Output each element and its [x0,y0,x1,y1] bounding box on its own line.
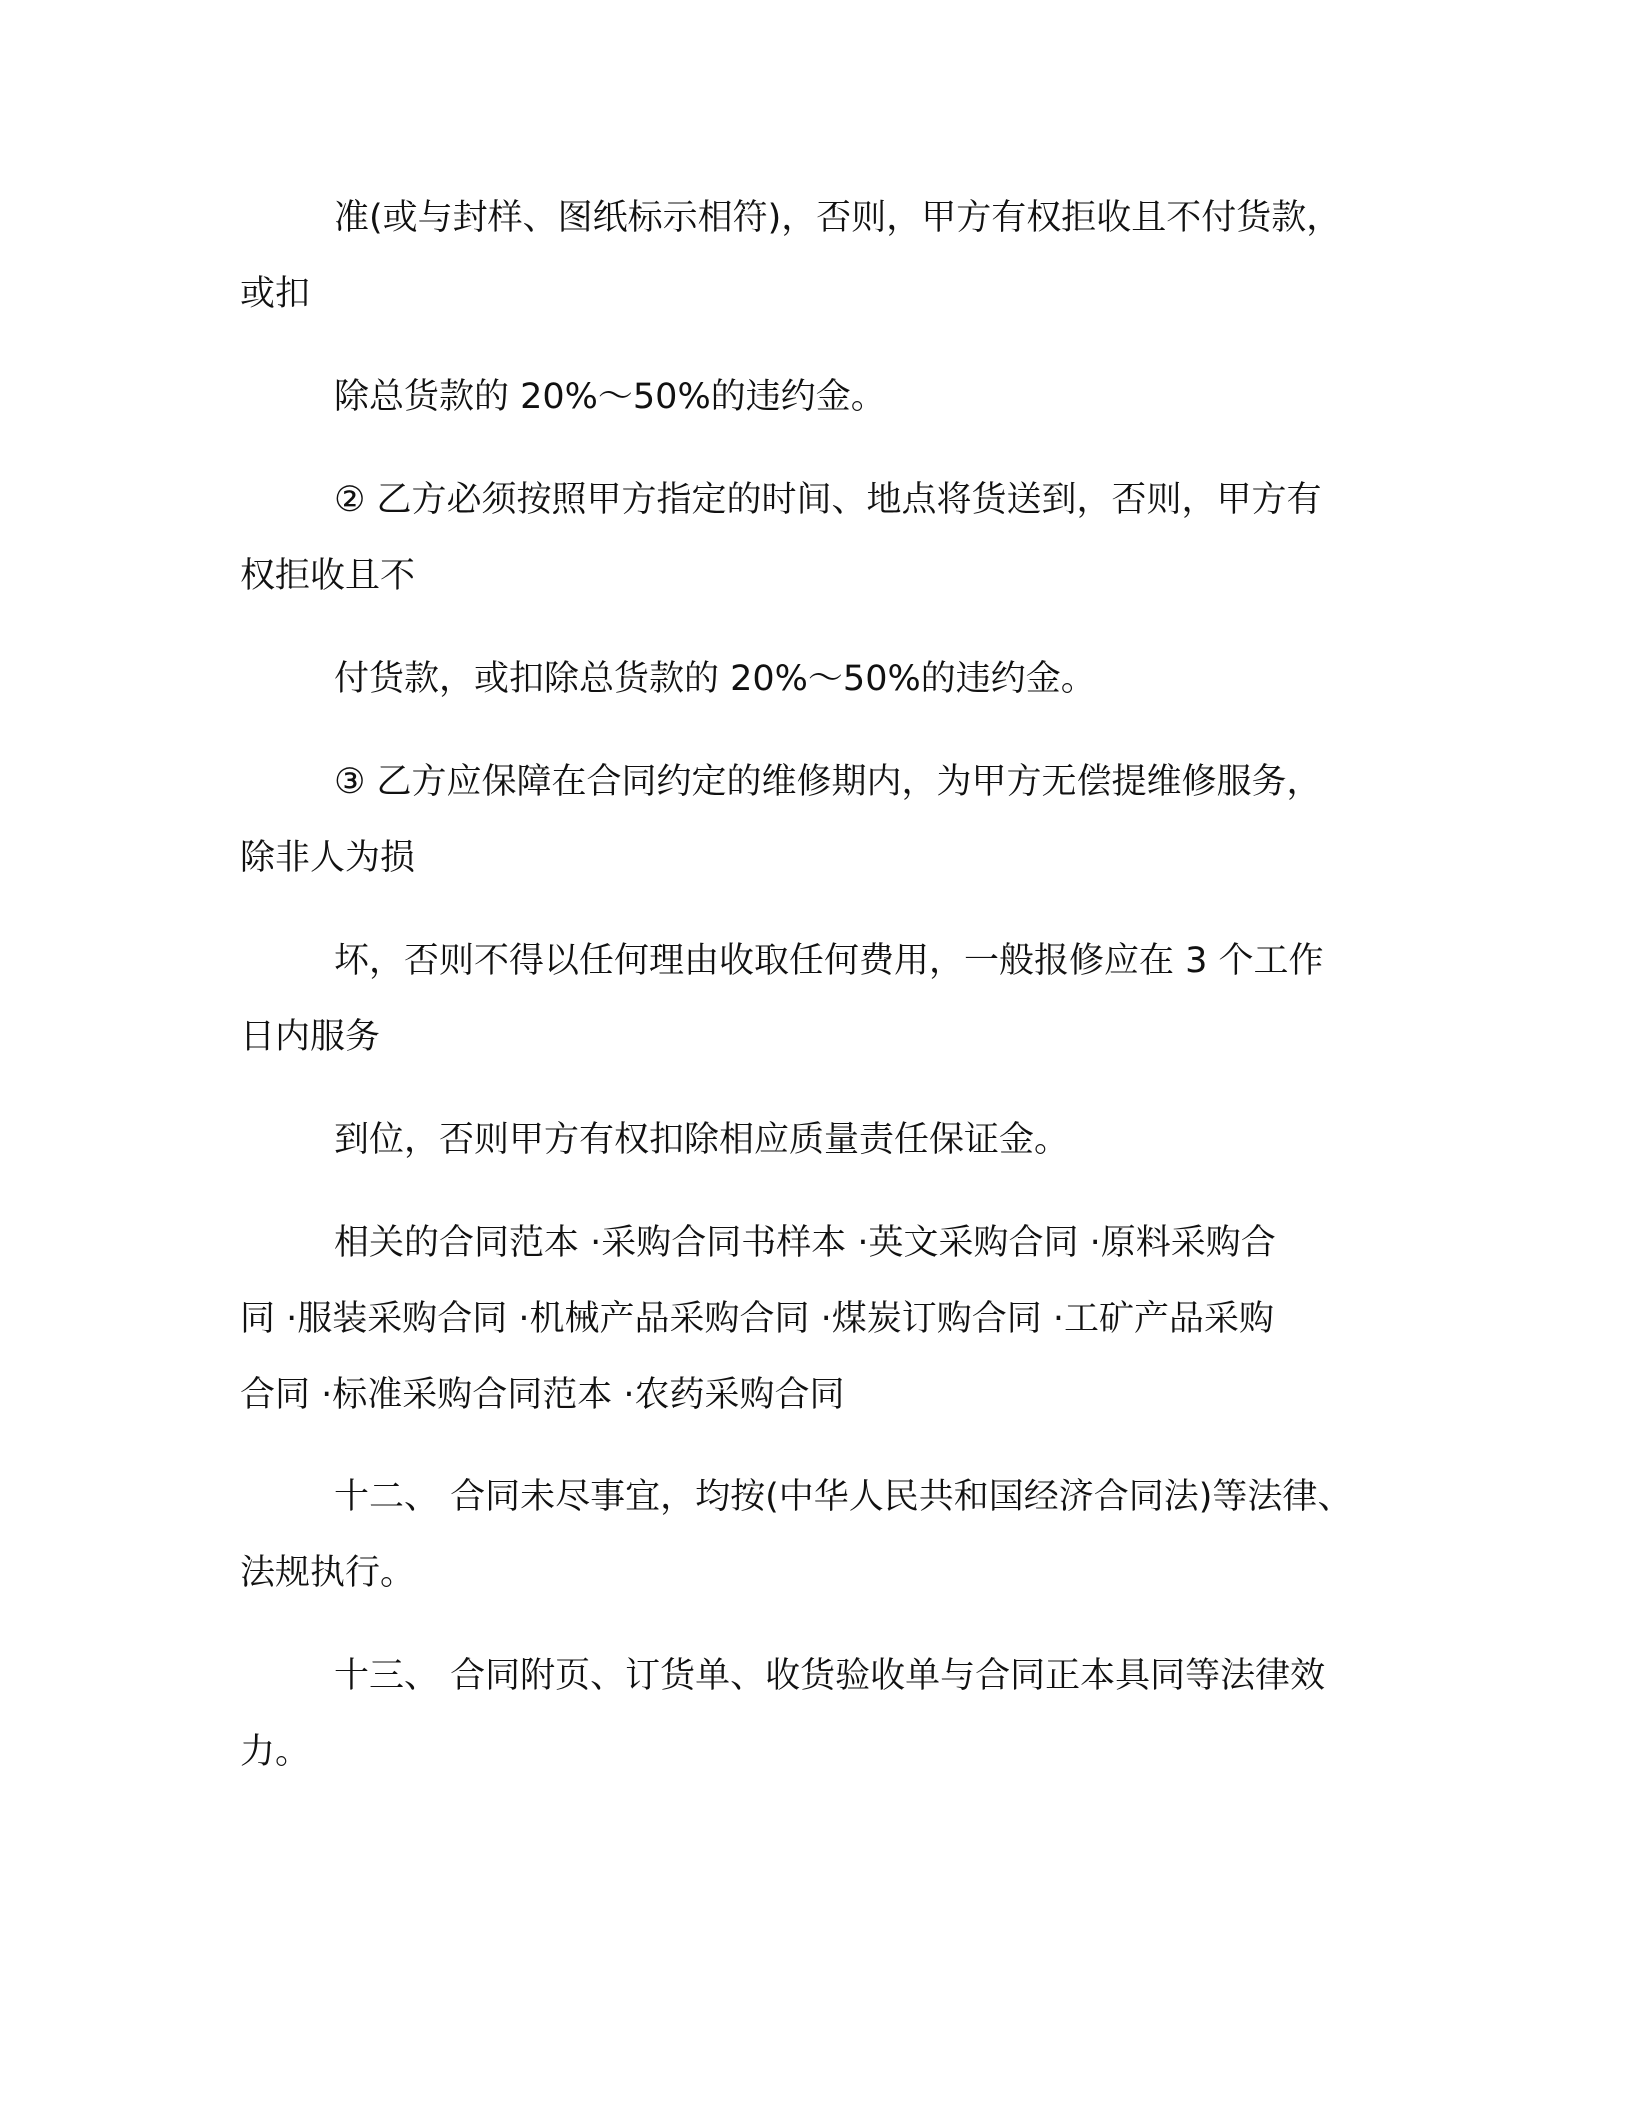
text-line: 力。 [240,1732,311,1772]
text-line: ③ 乙方应保障在合同约定的维修期内，为甲方无偿提维修服务， [334,762,1322,802]
text-line: 法规执行。 [240,1553,416,1593]
text-line: 除总货款的 20%～50%的违约金。 [334,377,886,417]
text-line: 准(或与封样、图纸标示相符)，否则，甲方有权拒收且不付货款， [334,198,1342,238]
text-line: ② 乙方必须按照甲方指定的时间、地点将货送到，否则，甲方有 [334,480,1322,520]
text-line: 除非人为损 [240,838,416,878]
text-line: 相关的合同范本 ·采购合同书样本 ·英文采购合同 ·原料采购合 [334,1223,1276,1263]
text-line: 十三、 合同附页、订货单、收货验收单与合同正本具同等法律效 [334,1656,1326,1696]
text-line: 同 ·服装采购合同 ·机械产品采购合同 ·煤炭订购合同 ·工矿产品采购 [240,1299,1275,1339]
text-line: 坏，否则不得以任何理由收取任何费用，一般报修应在 3 个工作 [334,941,1324,981]
text-line: 合同 ·标准采购合同范本 ·农药采购合同 [240,1375,845,1415]
text-line: 到位，否则甲方有权扣除相应质量责任保证金。 [334,1120,1070,1160]
text-line: 或扣 [240,274,311,314]
text-line: 权拒收且不 [240,556,416,596]
text-line: 十二、 合同未尽事宜，均按(中华人民共和国经济合同法)等法律、 [334,1477,1353,1517]
text-line: 付货款，或扣除总货款的 20%～50%的违约金。 [334,659,1096,699]
text-line: 日内服务 [240,1017,381,1057]
